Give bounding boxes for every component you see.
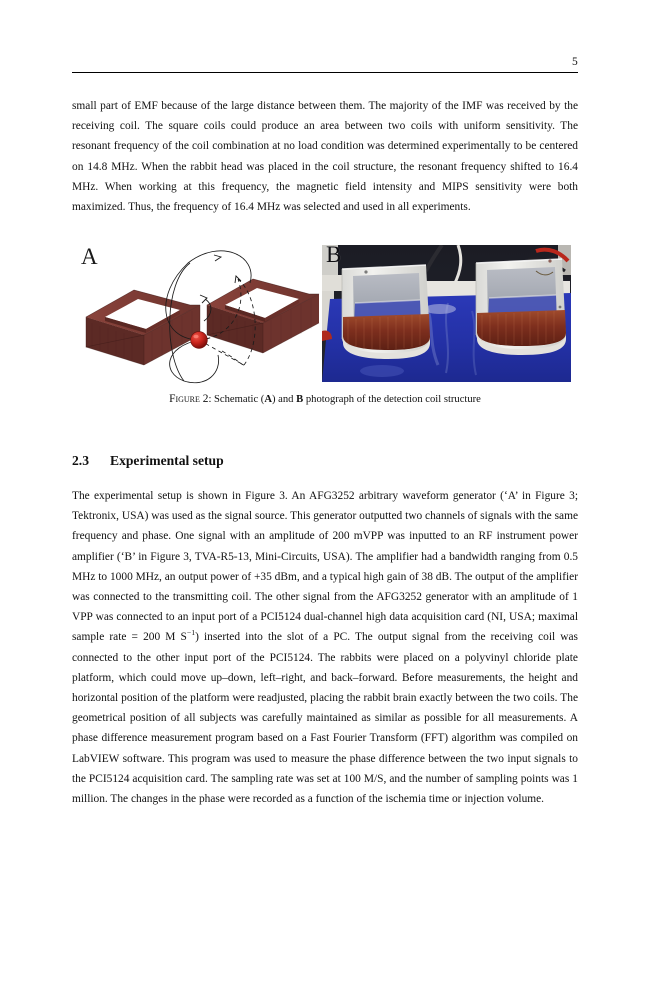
panel-b-label: B: [326, 245, 342, 267]
coil-photograph-svg: [322, 245, 571, 382]
section-title: Experimental setup: [110, 453, 224, 468]
photo-right-coil: [476, 259, 566, 355]
panel-a-label: A: [81, 244, 98, 269]
caption-middle: ) and: [272, 394, 297, 405]
caption-bold-b: B: [296, 394, 304, 405]
photo-left-coil: [342, 265, 430, 359]
caption-separator: : Schematic (: [208, 394, 265, 405]
caption-tail: photograph of the detection coil structure: [303, 394, 481, 405]
header-divider: [72, 72, 578, 73]
paragraph-two-container: [72, 486, 578, 809]
sample-rate-exponent: −1: [186, 628, 196, 638]
figure-2: [72, 240, 578, 386]
page-header: [72, 55, 578, 73]
figure-2-caption: [72, 392, 578, 407]
caption-figure-label: Figure 2: [169, 393, 209, 405]
sample-sphere: [191, 332, 208, 349]
figure-2-panel-a: [72, 243, 320, 385]
paragraph-one: small part of EMF because of the large distance between them. The majority of the IMF was received by the receiving coil. The square coils could produce an area between two coils with uniform sensitivity. The resonant frequency of the coil combination at no load condition was determined experimentally to be centered on 14.8 MHz. When the rabbit head was placed in the coil structure, the resonant frequency shifted to 16.4 MHz. When working at this frequency, the magnetic field intensity and MIPS sensitivity were both maximized. Thus, the frequency of 16.4 MHz was selected and used in all experiments.: [72, 100, 578, 214]
coil-schematic-svg: [72, 243, 320, 385]
figure-2-panel-b: [322, 245, 571, 382]
paragraph-two-part-two: ) inserted into the slot of a PC. The output signal from the receiving coil was connected to the other input port of the PCI5124. The rabbits were placed on a polyvinyl chloride plate platform, which could move up–down, left–right, and back–forward. Before measurements, the height and horizontal position of the platform were readjusted, placing the rabbit brain exactly between the two coils. The geometrical position of all subjects was carefully maintained as similar as possible for all measurements. A phase difference measurement program based on a Fast Fourier Transform (FFT) algorithm was compiled on LabVIEW software. This program was used to measure the phase difference between the two input signals to the PCI5124 acquisition card. The sampling rate was set at 100 M/S, and the number of sampling points was 1 million. The changes in the phase were recorded as a function of the ischemia time or injection volume.: [72, 631, 578, 806]
section-number: 2.3: [72, 453, 89, 468]
caption-bold-a: A: [264, 394, 272, 405]
page-number: 5: [572, 56, 578, 68]
paragraph-one-container: [72, 96, 578, 217]
left-coil: [86, 290, 200, 365]
section-heading: [72, 452, 578, 470]
paragraph-two-part-one: The experimental setup is shown in Figure 3. An AFG3252 arbitrary waveform generator (‘A’ in Figure 3; Tektronix, USA) was used as the signal source. This generator outputted two channels of signals with the same frequency and phase. One signal with an amplitude of 200 mVPP was inputted to an RF instrument power amplifier (‘B’ in Figure 3, TVA-R5-13, Mini-Circuits, USA). The amplifier had a bandwidth ranging from 0.5 MHz to 1000 MHz, an output power of +35 dBm, and a typical high gain of 38 dB. The output of the amplifier was connected to the transmitting coil. The other signal from the AFG3252 generator with an amplitude of 1 VPP was connected to an input port of a PCI5124 dual-channel high data acquisition card (NI, USA; maximal sample rate = 200 M S: [72, 490, 578, 644]
paragraph-two: [72, 486, 578, 809]
right-coil: [207, 279, 319, 353]
